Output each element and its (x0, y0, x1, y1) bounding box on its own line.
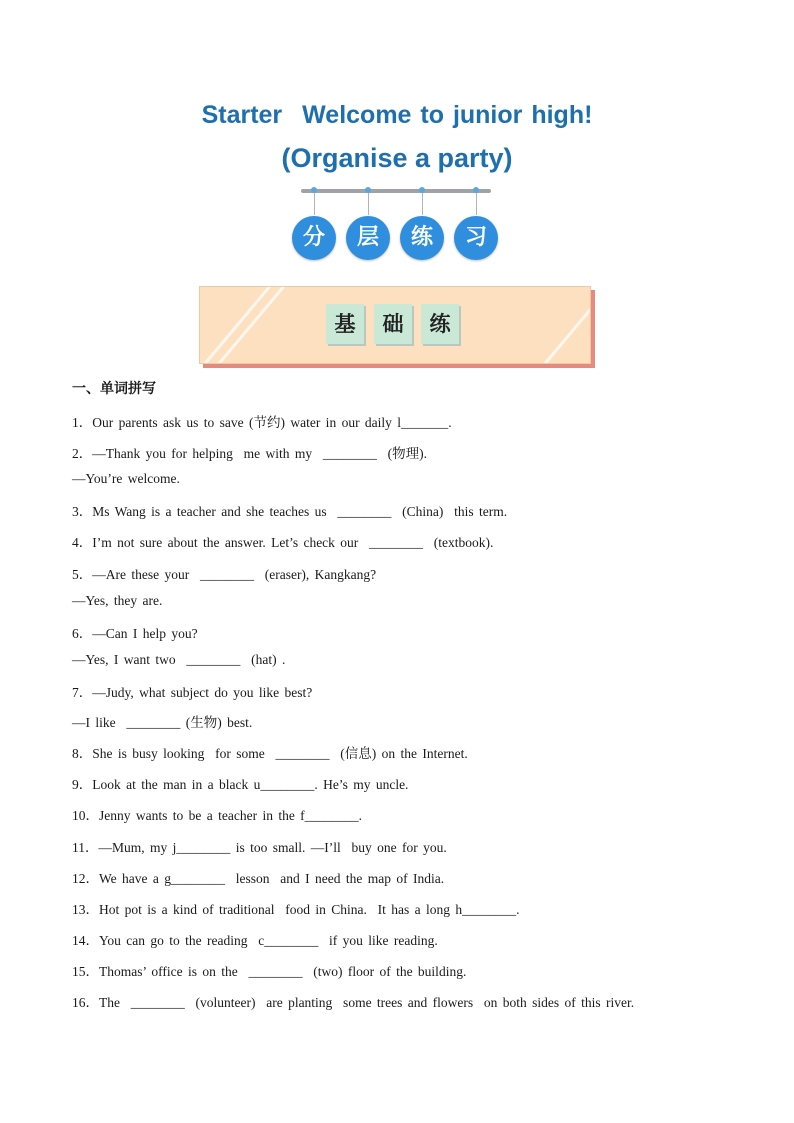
label-circle-xi: 习 (454, 216, 498, 260)
banner-chip-ji: 基 (326, 304, 364, 344)
exercise-line: 11．—Mum, my j________ is too small. —I’ll buy one for you. (72, 840, 447, 855)
exercise-line: 1．Our parents ask us to save (节约) water in our daily l_______. (72, 415, 452, 430)
section-banner (199, 286, 591, 364)
rail-stem (422, 193, 423, 215)
exercise-line: 16．The ________ (volunteer) are planting some trees and flowers on both sides of this river. (72, 995, 635, 1010)
exercise-line: 15．Thomas’ office is on the ________ (two) floor of the building. (72, 964, 467, 979)
exercise-line: 7．—Judy, what subject do you like best? (72, 685, 313, 700)
exercise-line: 4．I’m not sure about the answer. Let’s check our ________ (textbook). (72, 535, 494, 550)
exercise-line: 12．We have a g________ lesson and I need the map of India. (72, 871, 445, 886)
exercise-line: 8．She is busy looking for some ________ (信息) on the Internet. (72, 746, 468, 761)
rail-stem (476, 193, 477, 215)
exercise-line: 10．Jenny wants to be a teacher in the f________. (72, 808, 363, 823)
exercise-line: —Yes, I want two ________ (hat) . (72, 652, 286, 667)
title-starter: Starter (201, 101, 283, 129)
decorative-rail (301, 189, 491, 193)
rail-stem (314, 193, 315, 215)
exercise-line: 3．Ms Wang is a teacher and she teaches us ________ (China) this term. (72, 504, 508, 519)
exercise-line: 6．—Can I help you? (72, 626, 198, 641)
label-circle-fen: 分 (292, 216, 336, 260)
title-lesson: Welcome to junior high! (302, 101, 593, 129)
label-circle-ceng: 层 (346, 216, 390, 260)
exercise-line: —You’re welcome. (72, 471, 180, 486)
exercise-line: 5．—Are these your ________ (eraser), Kangkang? (72, 567, 377, 582)
document-subtitle: (Organise a party) (281, 143, 513, 173)
label-circle-lian: 练 (400, 216, 444, 260)
banner-chip-chu: 础 (374, 304, 412, 344)
exercise-line: 14．You can go to the reading c________ if you like reading. (72, 933, 438, 948)
exercise-line: —I like ________ (生物) best. (72, 715, 253, 730)
exercise-line: 2．—Thank you for helping me with my ________ (物理). (72, 446, 427, 461)
document-title (0, 101, 794, 130)
exercise-line: 9．Look at the man in a black u________. He’s my uncle. (72, 777, 409, 792)
exercise-line: —Yes, they are. (72, 593, 163, 608)
exercise-line: 13．Hot pot is a kind of traditional food in China. It has a long h________. (72, 902, 520, 917)
rail-stem (368, 193, 369, 215)
section-heading: 一、单词拼写 (72, 381, 156, 397)
banner-chip-lian: 练 (421, 304, 459, 344)
